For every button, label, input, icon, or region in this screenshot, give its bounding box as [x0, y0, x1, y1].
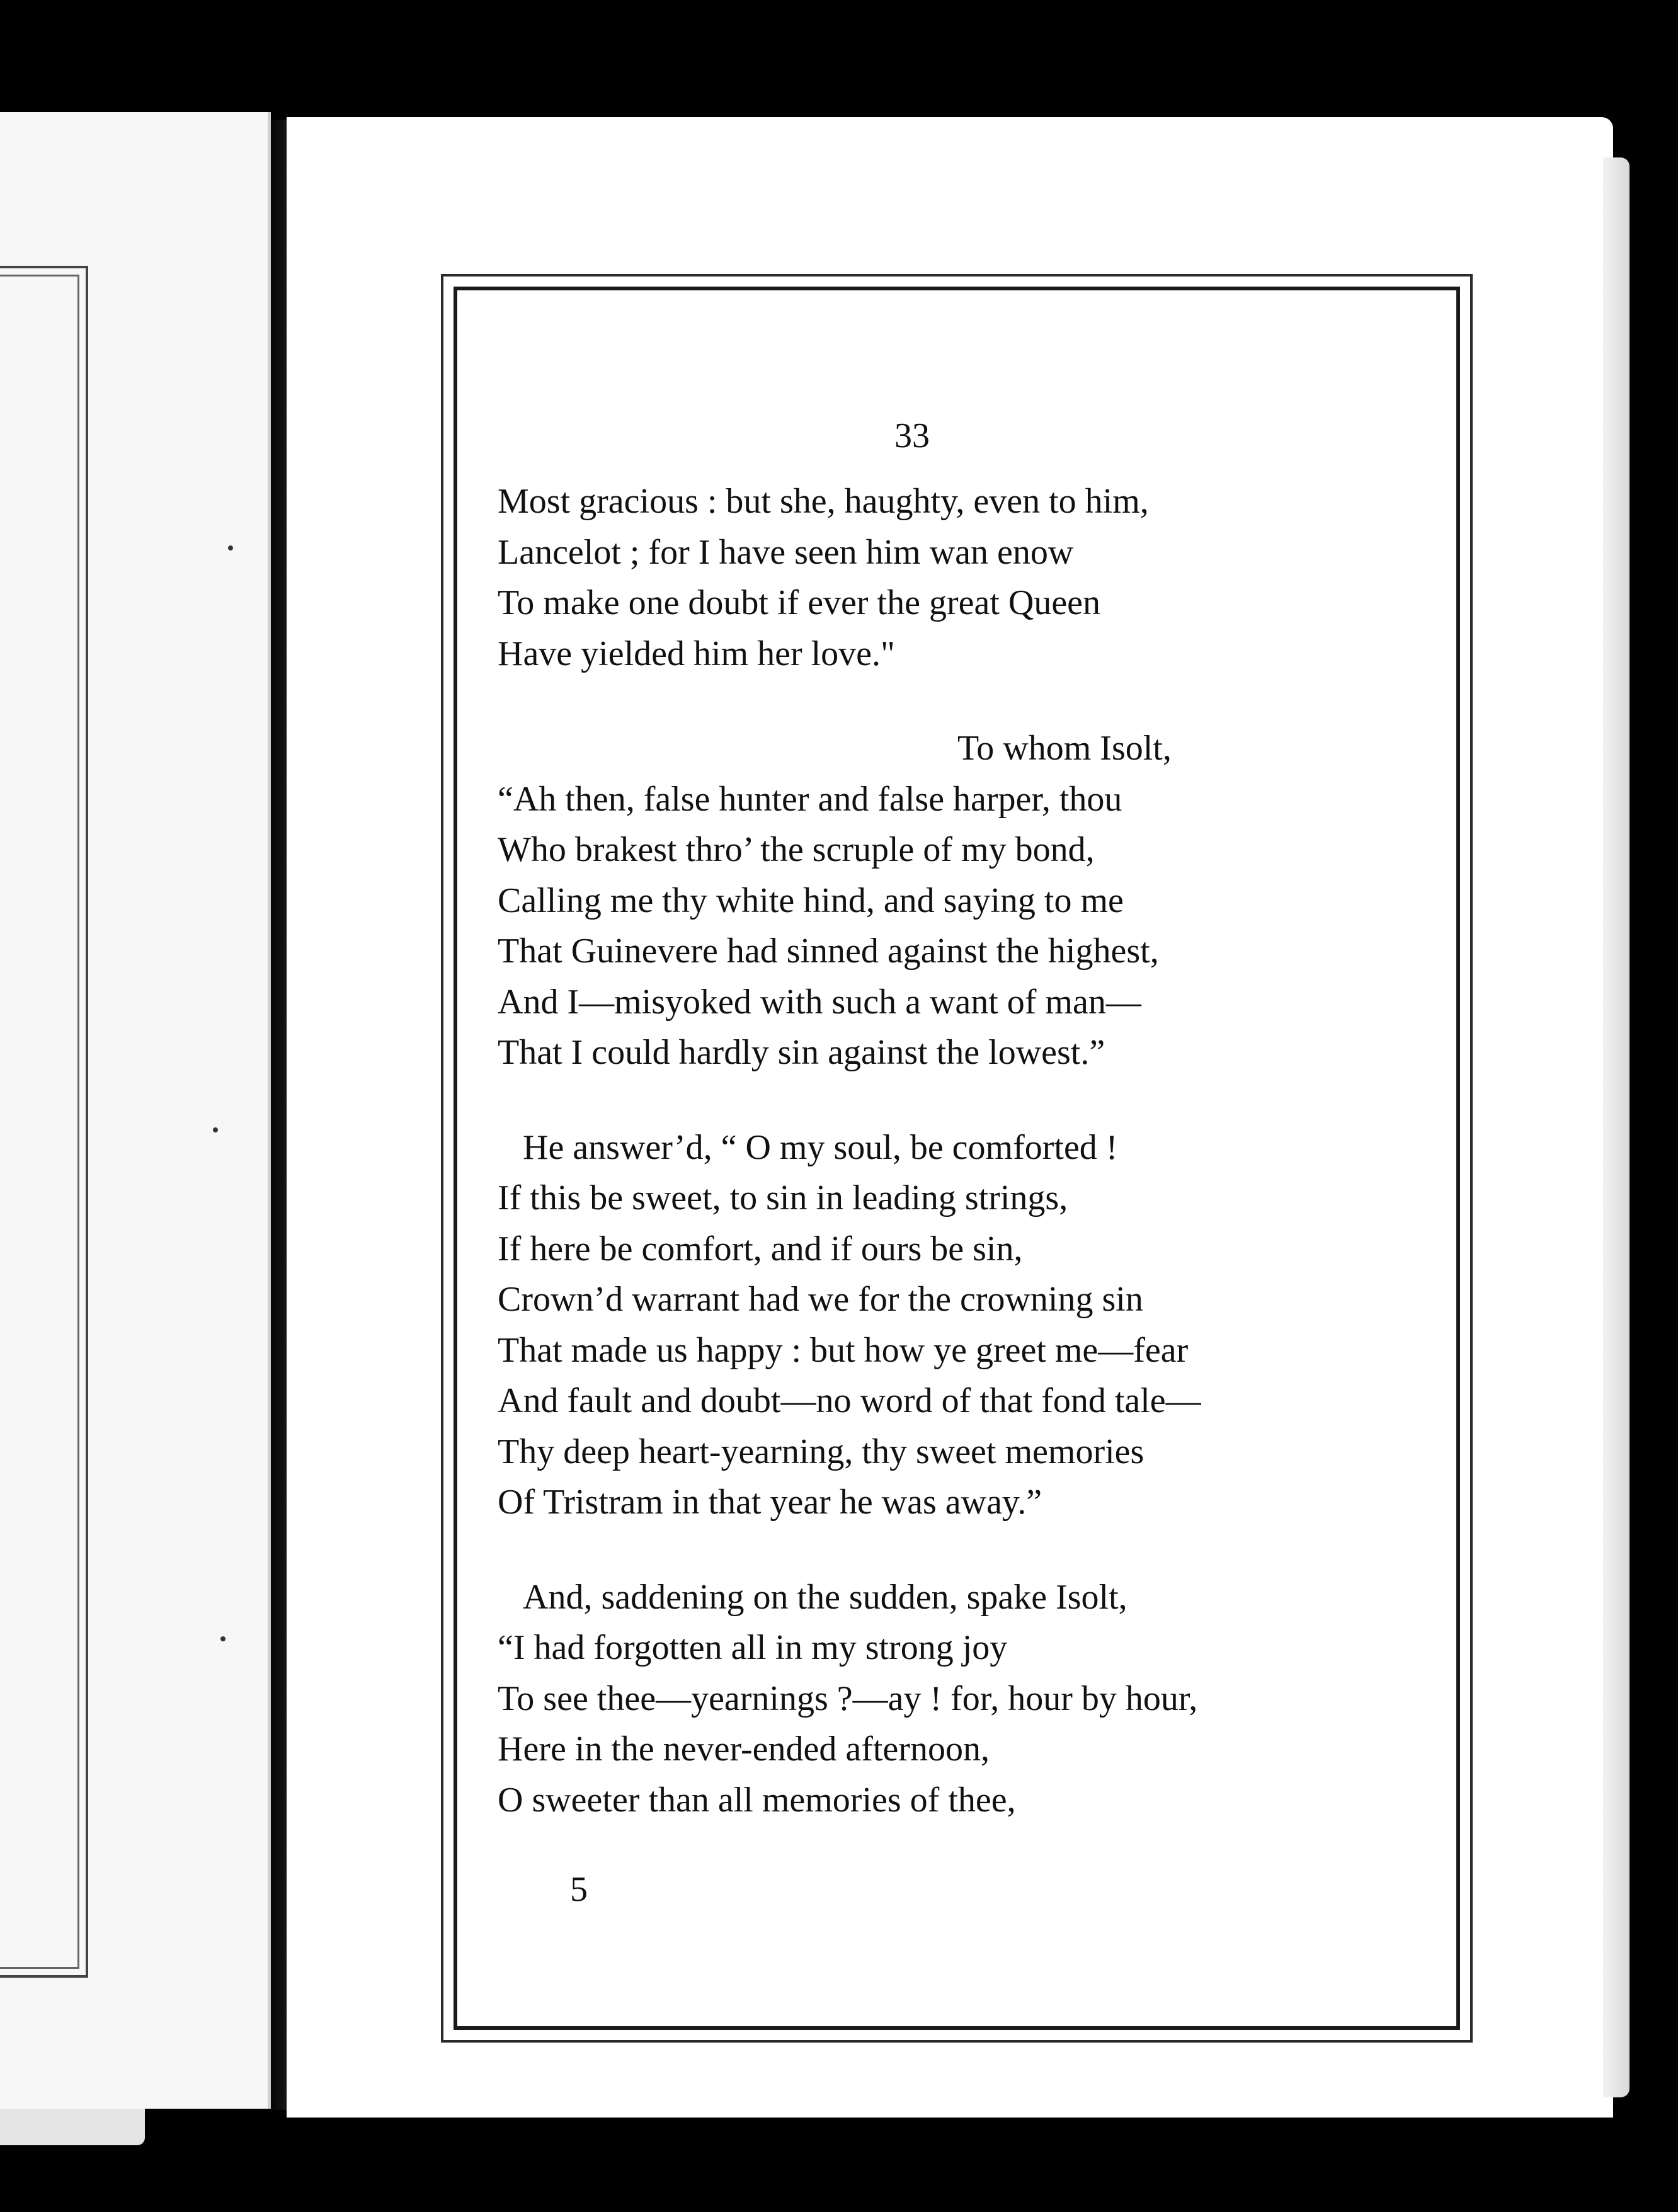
left-page-border	[0, 266, 88, 1978]
poem-line: To whom Isolt,	[957, 729, 1172, 768]
poem-line: Most gracious : but she, haughty, even to him,	[498, 482, 1149, 521]
poem-line: If here be comfort, and if ours be sin,	[498, 1229, 1023, 1268]
poem-line: Calling me thy white hind, and saying to me	[498, 881, 1124, 920]
poem-line: To see thee—yearnings ?—ay ! for, hour by hour,	[498, 1679, 1198, 1718]
ink-speck	[213, 1127, 218, 1132]
poem-line: And I—misyoked with such a want of man—	[498, 982, 1141, 1022]
poem-line: That Guinevere had sinned against the highest,	[498, 932, 1159, 971]
poem-text	[498, 476, 1291, 1825]
poem-line: Thy deep heart-yearning, thy sweet memories	[498, 1432, 1144, 1471]
poem-line: That I could hardly sin against the lowest.”	[498, 1033, 1105, 1072]
poem-line: If this be sweet, to sin in leading strings,	[498, 1178, 1068, 1217]
poem-line: “I had forgotten all in my strong joy	[498, 1628, 1008, 1667]
poem-line: He answer’d, “ O my soul, be comforted !	[523, 1127, 1118, 1167]
poem-line: To make one doubt if ever the great Queen	[498, 583, 1101, 622]
poem-line: Have yielded him her love."	[498, 634, 895, 673]
page-number: 33	[894, 416, 930, 455]
poem-line: And, saddening on the sudden, spake Isolt,	[523, 1577, 1127, 1617]
poem-line: Lancelot ; for I have seen him wan enow	[498, 532, 1074, 572]
poem-line: Of Tristram in that year he was away.”	[498, 1483, 1042, 1522]
poem-line: Here in the never-ended afternoon,	[498, 1730, 990, 1769]
poem-line: Crown’d warrant had we for the crowning sin	[498, 1280, 1143, 1319]
ink-speck	[228, 545, 233, 550]
poem-line: Who brakest thro’ the scruple of my bond,	[498, 830, 1095, 869]
poem-line: “Ah then, false hunter and false harper, thou	[498, 779, 1122, 819]
ink-speck	[220, 1636, 225, 1641]
left-page	[0, 112, 271, 2109]
left-page-tab	[0, 2109, 145, 2145]
poem-line: And fault and doubt—no word of that fond tale—	[498, 1381, 1201, 1420]
page-edge	[1603, 157, 1629, 2097]
signature-mark: 5	[570, 1870, 588, 1909]
poem-line: That made us happy : but how ye greet me—fear	[498, 1330, 1189, 1370]
poem-line: O sweeter than all memories of thee,	[498, 1780, 1016, 1820]
